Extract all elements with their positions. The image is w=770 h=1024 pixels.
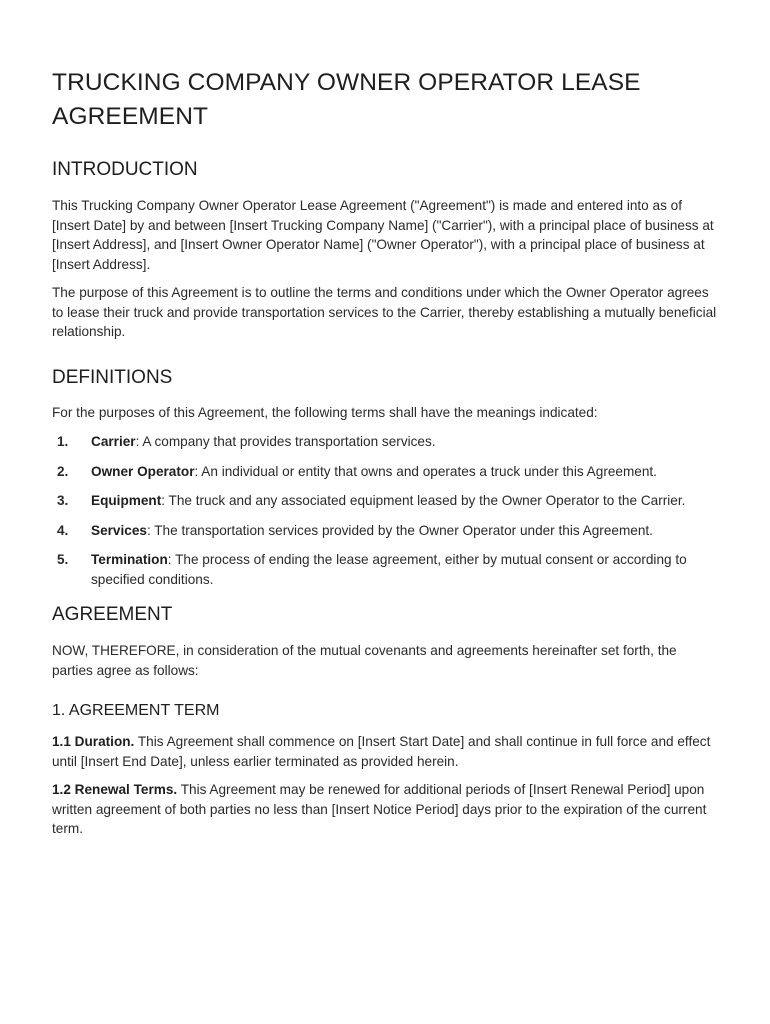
definition-term: Services	[91, 522, 147, 538]
definition-item	[52, 550, 718, 589]
introduction-paragraph-1: This Trucking Company Owner Operator Lease Agreement ("Agreement") is made and entered into as of [Insert Date] by and between [Insert Trucking Company Name] ("Carrier"), with a principal place of business at [Insert Address], and [Insert Owner Operator Name] ("Owner Operator"), with a principal place of business at [Insert Address].	[52, 198, 714, 272]
definitions-list	[52, 432, 718, 589]
renewal-label: 1.2 Renewal Terms.	[52, 782, 178, 797]
renewal-clause	[52, 780, 718, 839]
definition-item	[52, 491, 718, 511]
definition-text: : A company that provides transportation services.	[135, 434, 436, 449]
definition-term: Termination	[91, 552, 168, 567]
agreement-heading: AGREEMENT	[52, 604, 173, 625]
definition-item	[52, 462, 718, 482]
definition-text: : An individual or entity that owns and operates a truck under this Agreement.	[194, 463, 657, 479]
definition-term: Owner Operator	[91, 463, 195, 479]
definition-text: : The transportation services provided by the Owner Operator under this Agreement.	[146, 522, 653, 538]
duration-clause	[52, 732, 718, 771]
definition-term: Carrier	[91, 434, 136, 449]
definition-item	[52, 521, 718, 541]
definition-number: 5.	[57, 552, 69, 567]
definitions-heading: DEFINITIONS	[52, 366, 173, 388]
definitions-lead: For the purposes of this Agreement, the following terms shall have the meanings indicated:	[52, 404, 598, 420]
duration-label: 1.1 Duration.	[52, 734, 135, 749]
renewal-text: This Agreement may be renewed for additional periods of [Insert Renewal Period] upon written agreement of both parties no less than [Insert Notice Period] days prior to the expiration of the current term.	[52, 782, 707, 836]
definition-number: 3.	[57, 493, 69, 508]
definition-text: : The truck and any associated equipment leased by the Owner Operator to the Carrier.	[161, 493, 686, 508]
definition-number: 2.	[57, 463, 69, 479]
duration-text: This Agreement shall commence on [Insert Start Date] and shall continue in full force and effect until [Insert End Date], unless earlier terminated as provided herein.	[52, 734, 711, 769]
definition-number: 4.	[57, 522, 69, 538]
definition-item	[52, 432, 718, 452]
introduction-heading: INTRODUCTION	[52, 159, 198, 180]
definition-text: : The process of ending the lease agreement, either by mutual consent or according to specified conditions.	[91, 552, 687, 587]
agreement-term-heading: 1. AGREEMENT TERM	[52, 702, 220, 719]
document-title: TRUCKING COMPANY OWNER OPERATOR LEASE AGREEMENT	[52, 69, 641, 130]
definition-number: 1.	[57, 434, 69, 449]
definition-term: Equipment	[91, 493, 162, 508]
introduction-paragraph-2: The purpose of this Agreement is to outline the terms and conditions under which the Owner Operator agrees to lease their truck and provide transportation services to the Carrier, thereby establishing a mutually beneficial relationship.	[52, 285, 717, 339]
agreement-paragraph: NOW, THEREFORE, in consideration of the mutual covenants and agreements hereinafter set forth, the parties agree as follows:	[52, 643, 677, 678]
